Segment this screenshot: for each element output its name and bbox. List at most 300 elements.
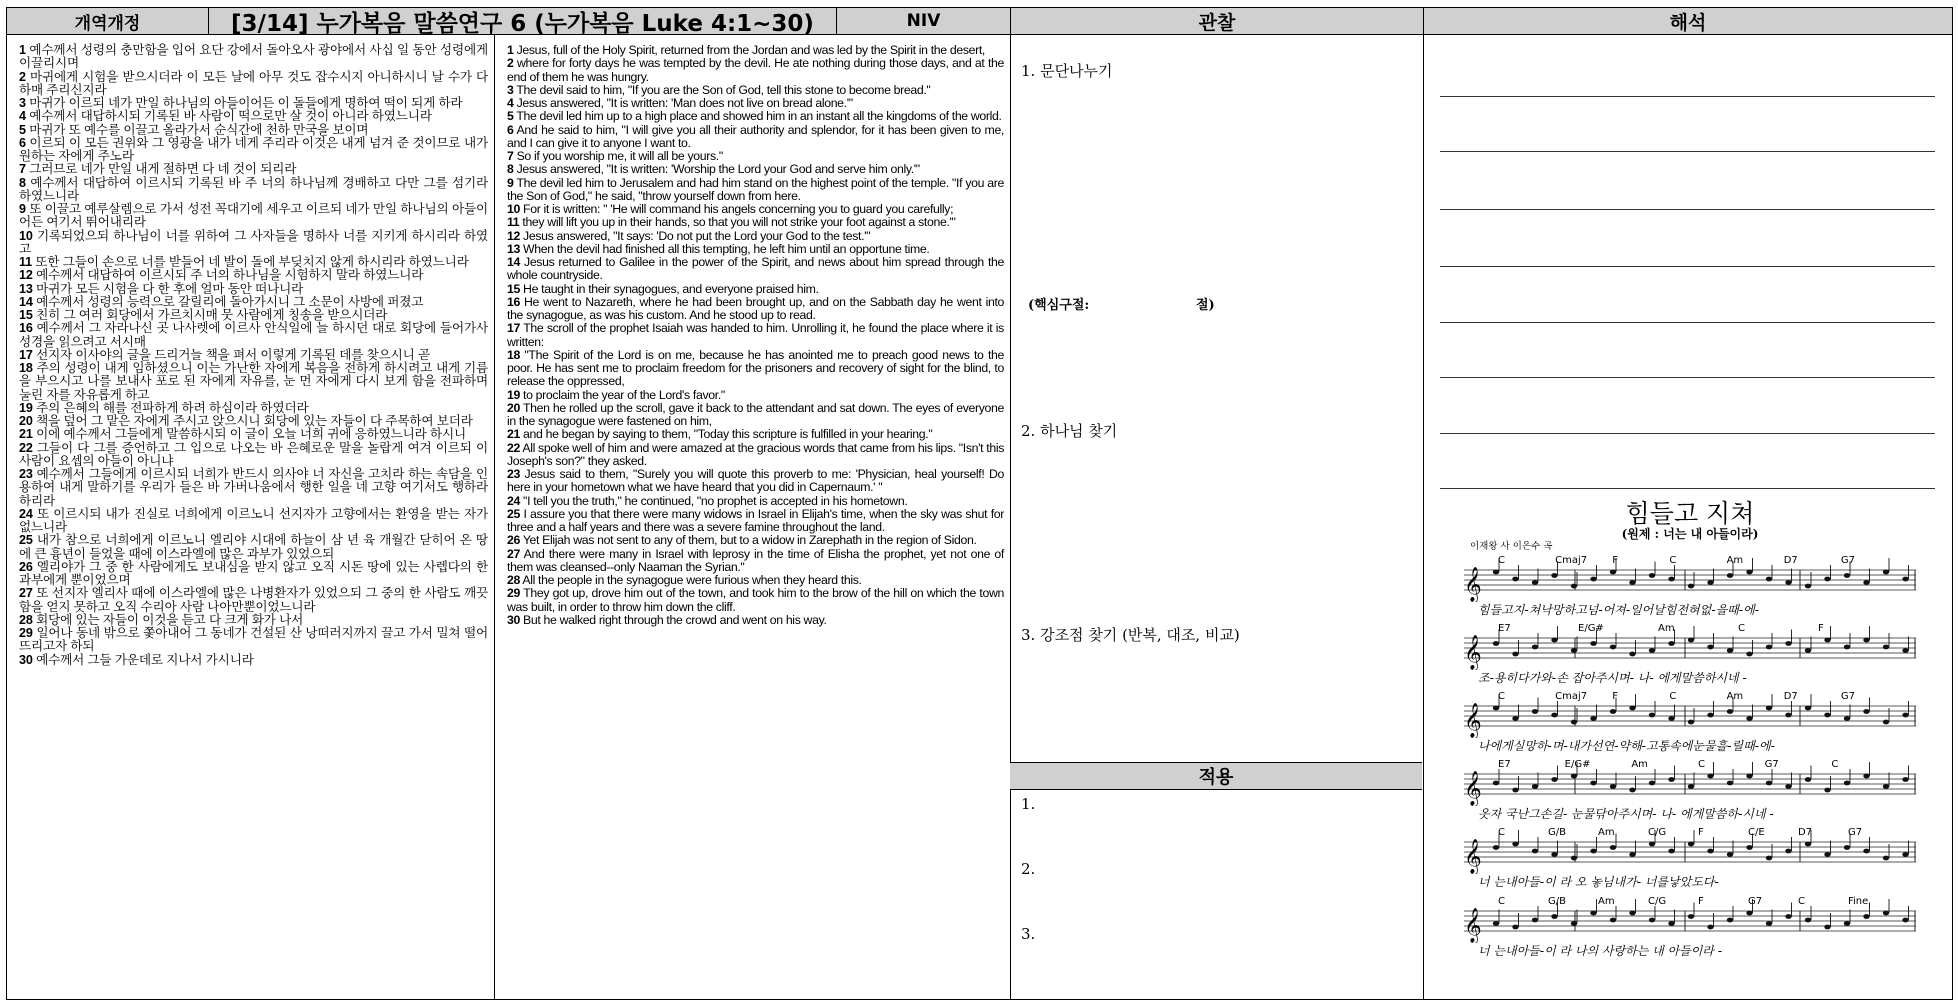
chord-symbol: C [1831,759,1839,770]
english-verse [507,389,1004,402]
chord-symbol: G7 [1840,691,1855,702]
verse-text: 마귀에게 시험을 받으시더라 이 모든 날에 아무 것도 잡수시지 아니하시니 날 수가 다하매 주리신지라 [19,69,488,97]
verse-number: 19 [19,400,33,415]
verse-number: 9 [19,202,26,216]
verse-number: 5 [507,109,514,124]
verse-number: 13 [507,241,520,256]
observation-item-emphasis: 3. 강조점 찾기 (반복, 대조, 비교) [1021,626,1240,644]
note-head [1902,648,1908,653]
verse-text: But he walked right through the crowd and went on his way. [519,612,827,627]
note-head [1493,845,1499,850]
writing-line [1440,433,1935,434]
note-head [1590,911,1596,916]
english-verse [507,256,1004,283]
korean-verse [19,614,488,627]
korean-verse [19,561,488,588]
note-head [1785,713,1791,718]
verse-number: 8 [507,162,514,177]
note-head [1707,580,1713,585]
verse-number: 7 [507,149,514,163]
korean-verses-column [6,35,495,1000]
chord-symbol: E/G# [1564,759,1591,770]
chord-symbol: Am [1631,759,1648,770]
note-head [1824,788,1830,793]
note-head [1883,856,1889,861]
note-head [1863,638,1869,643]
verse-text: 기록되었으되 하나님이 너를 위하여 그 사자들을 명하사 너를 지키게 하시리라 하였고 [19,228,488,256]
verse-text: And there were many in Israel with leprosy in the time of Elisha the prophet, yet not one of them was cleansed--only Naaman the Syrian." [507,546,1004,574]
treble-clef-icon: 𝄞 [1464,839,1482,874]
verse-number: 13 [19,281,33,296]
chord-symbol: Cmaj7 [1555,691,1588,702]
note-head [1844,845,1850,850]
verse-number: 23 [19,467,33,481]
verse-text: All spoke well of him and were amazed at the gracious words that came from his lips. "Isn't this Joseph's son?" they asked. [507,440,1004,468]
verse-number: 9 [507,175,514,190]
note-head [1629,580,1635,585]
note-head [1688,720,1694,725]
note-head [1785,580,1791,585]
korean-verse [19,442,488,469]
note-head [1610,570,1616,575]
verse-text: 책을 덮어 그 맡은 자에게 주시고 앉으시니 회당에 있는 자들이 다 주목하여 보더라 [32,414,473,428]
verse-number: 1 [19,43,26,57]
korean-verse [19,654,488,667]
note-head [1610,918,1616,923]
note-head [1590,849,1596,854]
english-verse [507,57,1004,84]
header-observation: 관찰 [1010,7,1424,35]
application-item-3: 3. [1021,925,1036,943]
verse-number: 6 [507,122,514,137]
writing-line [1440,209,1935,210]
note-head [1551,573,1557,578]
verse-text: 일어나 동네 밖으로 쫓아내어 그 동네가 건설된 산 낭떠러지까지 끌고 가서 밀쳐 떨어뜨리고자 하되 [19,626,488,654]
chord-symbol: C [1498,896,1505,907]
note-head [1766,921,1772,926]
verse-number: 15 [19,308,33,322]
treble-clef-icon: 𝄞 [1464,635,1482,670]
chord-symbol: F [1698,896,1704,907]
verse-number: 11 [507,215,520,230]
note-head [1551,852,1557,857]
verse-text: The devil said to him, "If you are the Son of God, tell this stone to become bread." [513,82,931,97]
chord-symbol: Cmaj7 [1555,555,1588,566]
note-head [1688,914,1694,919]
note-head [1805,706,1811,711]
note-head [1512,842,1518,847]
verse-text: 친히 그 여러 회당에서 가르치시매 뭇 사람에게 칭송을 받으시더라 [32,308,388,322]
chord-symbol: D7 [1783,555,1798,566]
music-staff [1460,893,1920,943]
verse-text: Jesus answered, "It says: 'Do not put the Lord your God to the test.'" [519,228,871,243]
note-head [1902,918,1908,923]
note-head [1571,584,1577,589]
treble-clef-icon: 𝄞 [1464,703,1482,738]
korean-verse [19,269,488,282]
key-verse-suffix: 절) [1196,298,1215,313]
note-head [1766,781,1772,786]
verse-text: 선지자 이사야의 글을 드리거늘 책을 펴서 이렇게 기록된 데를 찾으시니 곧 [32,347,431,362]
verse-number: 19 [507,387,520,402]
chord-symbol: Fine [1848,896,1869,907]
note-head [1844,573,1850,578]
verse-text: 내가 참으로 너희에게 이르노니 엘리야 시대에 하늘이 삼 년 육 개월간 닫히어 온 땅에 큰 흉년이 들었을 때에 이스라엘에 많은 과부가 있었으되 [19,533,488,561]
note-head [1512,577,1518,582]
english-verse [507,587,1004,614]
note-head [1571,921,1577,926]
note-head [1805,648,1811,653]
writing-line [1440,322,1935,323]
verse-number: 29 [507,586,520,601]
music-staff [1460,756,1920,806]
english-verse [507,243,1004,256]
note-head [1629,706,1635,711]
note-head [1844,716,1850,721]
note-head [1493,641,1499,646]
verse-text: they will lift you up in their hands, so that you will not strike your foot against a stone.'" [519,215,956,230]
chord-symbol: C [1798,896,1805,907]
verse-text: 예수께서 성령의 능력으로 갈릴리에 돌아가시니 그 소문이 사방에 퍼졌고 [32,294,424,309]
verse-number: 23 [507,467,520,481]
verse-text: 그들이 다 그를 증언하고 그 입으로 나오는 바 은혜로운 말을 놀랍게 여겨 이르되 이 사람이 요셉의 아들이 아니냐 [19,440,488,468]
note-head [1805,918,1811,923]
header-english-version: NIV [836,7,1011,35]
english-verse [507,216,1004,229]
note-head [1571,648,1577,653]
note-head [1629,652,1635,657]
chord-symbol: C [1669,555,1677,566]
note-head [1590,781,1596,786]
note-head [1688,842,1694,847]
english-verse [507,495,1004,508]
note-head [1532,918,1538,923]
note-head [1551,638,1557,643]
verse-number: 3 [507,82,514,97]
note-head [1668,921,1674,926]
note-head [1844,645,1850,650]
verse-text: 주의 성령이 내게 임하셨으니 이는 가난한 자에게 복음을 전하게 하시려고 내게 기름을 부으시고 나를 보내사 포로 된 자에게 자유를, 눈 먼 자에게 다시 보게 함을 전파하며 눌린 자를 자유롭게 하고 [19,361,488,402]
note-head [1863,709,1869,714]
verse-text: They got up, drove him out of the town, and took him to the brow of the hill on which the town was built, in order to throw him down the cliff. [507,586,1004,614]
verse-number: 25 [19,533,33,548]
note-head [1785,914,1791,919]
song-lyric-line: 조-용히다가와-손 잡아주시며- 나- 에게말씀하시네 - [1478,671,1747,685]
verse-number: 3 [19,96,26,110]
verse-number: 27 [19,586,33,601]
note-head [1707,713,1713,718]
note-head [1902,713,1908,718]
header-interpretation: 해석 [1423,7,1953,35]
verse-number: 24 [507,493,520,508]
verse-text: and he began by saying to them, "Today this scripture is fulfilled in your hearing." [519,427,933,442]
korean-verse [19,534,488,561]
song-subtitle: (원제 : 너는 내 아들이라) [1621,527,1759,541]
note-head [1746,716,1752,721]
note-head [1512,788,1518,793]
verse-text: 회당에 있는 자들이 이것을 듣고 다 크게 화가 나서 [32,612,304,627]
english-verse [507,177,1004,204]
korean-verse [19,349,488,362]
chord-symbol: G7 [1848,827,1863,838]
note-head [1746,911,1752,916]
verse-number: 22 [19,440,33,455]
verse-text: The scroll of the prophet Isaiah was handed to him. Unrolling it, he found the place where it is written: [507,321,1004,349]
verse-text: 예수께서 그들 가운데로 지나서 가시니라 [32,652,254,667]
verse-text: I assure you that there were many widows in Israel in Elijah's time, when the sky was shut for three and a half years and there was a severe famine throughout the land. [507,506,1004,534]
note-head [1824,577,1830,582]
verse-number: 7 [19,162,26,177]
note-head [1824,852,1830,857]
note-head [1746,845,1752,850]
korean-verse [19,163,488,176]
english-verse [507,97,1004,110]
chord-symbol: C [1498,691,1505,702]
korean-verse [19,44,488,71]
korean-verse [19,296,488,309]
verse-text: "I tell you the truth," he continued, "no prophet is accepted in his hometown. [519,493,908,508]
verse-number: 21 [19,427,33,442]
song-lyric-line: 너 는내아들-이 라 오 놓님내가- 너를낳았도다- [1478,875,1719,889]
verse-text: Jesus answered, "It is written: 'Man does not live on bread alone.'" [513,96,853,110]
note-head [1863,774,1869,779]
note-head [1707,925,1713,930]
english-verse [507,349,1004,389]
english-verse [507,203,1004,216]
note-head [1863,914,1869,919]
verse-number: 4 [19,109,26,124]
verse-text: to proclaim the year of the Lord's favor." [519,387,725,402]
note-head [1766,856,1772,861]
verse-number: 24 [19,506,33,521]
verse-number: 2 [19,69,26,84]
verse-number: 16 [507,294,520,309]
verse-number: 10 [19,228,33,243]
korean-verse [19,627,488,654]
note-head [1571,856,1577,861]
korean-verse [19,230,488,257]
chord-symbol: F [1612,555,1619,566]
chord-symbol: F [1612,691,1619,702]
verse-number: 18 [507,347,520,362]
note-head [1785,849,1791,854]
note-head [1668,716,1674,721]
verse-text: 또 이르시되 내가 진실로 너희에게 이르노니 선지자가 고향에서는 환영을 받는 자가 없느니라 [19,506,488,534]
music-staff [1460,824,1920,874]
verse-number: 29 [19,626,33,640]
note-head [1668,849,1674,854]
application-item-2: 2. [1021,860,1036,878]
english-verse [507,322,1004,349]
verse-text: When the devil had finished all this tempting, he left him until an opportune time. [519,241,930,256]
note-head [1590,716,1596,721]
note-head [1610,845,1616,850]
song-lyric-line: 옷자 국난그손길- 눈물닦아주시며- 나- 에게말씀하-시네 - [1478,807,1774,821]
note-head [1746,774,1752,779]
note-head [1902,577,1908,582]
english-verse-list [495,35,1010,627]
treble-clef-icon: 𝄞 [1464,567,1482,602]
note-head [1532,784,1538,789]
chord-symbol: G7 [1764,759,1779,770]
english-verses-column [494,35,1011,1000]
note-head [1551,713,1557,718]
verse-text: 엘리야가 그 중 한 사람에게도 보내심을 받지 않고 오직 시돈 땅에 있는 사렙다의 한 과부에게 뿐이었으며 [19,559,488,587]
treble-clef-icon: 𝄞 [1464,771,1482,806]
note-head [1571,774,1577,779]
note-head [1629,911,1635,916]
english-verse [507,150,1004,163]
english-verse [507,84,1004,97]
writing-line [1440,151,1935,152]
verse-number: 30 [19,652,33,667]
note-head [1883,720,1889,725]
verse-number: 26 [19,559,33,574]
note-head [1824,713,1830,718]
verse-number: 25 [507,506,520,521]
chord-symbol: C/E [1748,827,1765,838]
writing-line [1440,488,1935,489]
note-head [1785,641,1791,646]
writing-line [1440,377,1935,378]
note-head [1805,777,1811,782]
verse-number: 8 [19,175,26,190]
chord-symbol: D7 [1783,691,1798,702]
note-head [1766,577,1772,582]
verse-number: 14 [19,294,33,309]
english-verse [507,508,1004,535]
chord-symbol: C [1498,827,1505,838]
verse-text: Jesus said to them, "Surely you will quote this proverb to me: 'Physician, heal yourself! Do here in your hometown what we have heard that you did in Capernaum.' " [507,467,1004,495]
note-head [1590,641,1596,646]
verse-text: 그러므로 네가 만일 내게 절하면 다 네 것이 되리라 [25,162,297,177]
verse-number: 18 [19,361,33,375]
verse-number: 12 [19,268,33,283]
korean-verse [19,71,488,98]
chord-symbol: C [1738,623,1745,634]
note-head [1649,842,1655,847]
song-title: 힘들고 지쳐 [1625,499,1755,528]
note-head [1707,849,1713,854]
note-head [1649,713,1655,718]
treble-clef-icon: 𝄞 [1464,908,1482,943]
verse-text: Jesus, full of the Holy Spirit, returned from the Jordan and was led by the Spirit in the desert, [513,43,985,57]
english-verse [507,574,1004,587]
verse-number: 28 [19,612,33,627]
note-head [1493,921,1499,926]
note-head [1883,784,1889,789]
korean-verse [19,468,488,508]
korean-verse [19,110,488,123]
verse-number: 20 [19,414,33,428]
chord-symbol: G/B [1548,896,1566,907]
korean-verse [19,508,488,535]
verse-number: 17 [507,321,520,336]
verse-text: 이르되 이 모든 권위와 그 영광을 내가 네게 주리라 이것은 내게 넘겨 준 것이므로 내가 원하는 자에게 주노라 [19,135,488,163]
korean-verse [19,124,488,137]
music-staff [1460,620,1920,670]
english-verse [507,442,1004,469]
note-head [1512,925,1518,930]
verse-text: 또 이끌고 예루살렘으로 가서 성전 꼭대기에 세우고 이르되 네가 만일 하나님의 아들이어든 여기서 뛰어내리라 [19,202,488,230]
verse-text: So if you worship me, it will all be yours." [513,149,723,163]
verse-text: "The Spirit of the Lord is on me, because he has anointed me to preach good news to the poor. He has sent me to proclaim freedom for the prisoners and recovery of sight for the blind, to release the oppressed, [507,347,1004,389]
english-verse [507,468,1004,495]
note-head [1610,784,1616,789]
note-head [1883,911,1889,916]
english-verse [507,614,1004,627]
note-head [1727,852,1733,857]
korean-verse [19,137,488,164]
note-head [1532,709,1538,714]
verse-number: 12 [507,228,520,243]
english-verse [507,402,1004,429]
verse-text: 이에 예수께서 그들에게 말씀하시되 이 글이 오늘 너희 귀에 응하였느니라 하시니 [32,427,467,442]
note-head [1532,580,1538,585]
korean-verse [19,587,488,614]
verse-number: 21 [507,427,520,442]
song-lyric-line: 나에게실망하-며-내가선연-약해-고통속에눈물흘-릴때-에- [1478,739,1775,753]
english-verse [507,230,1004,243]
chord-symbol: Am [1598,896,1615,907]
note-head [1727,781,1733,786]
verse-text: The devil led him up to a high place and showed him in an instant all the kingdoms of the world. [513,109,1002,124]
note-head [1649,648,1655,653]
note-head [1590,577,1596,582]
korean-verse [19,283,488,296]
note-head [1532,645,1538,650]
note-head [1571,720,1577,725]
song-lyric-line: 힘들고지-쳐낙망하고넘-어져-일어날힘전혀없-을때-에- [1478,603,1760,617]
note-head [1649,918,1655,923]
verse-text: Jesus answered, "It is written: 'Worship the Lord your God and serve him only.'" [513,162,920,177]
note-head [1824,925,1830,930]
verse-number: 26 [507,533,520,548]
note-head [1551,777,1557,782]
korean-verse [19,428,488,441]
korean-verse [19,402,488,415]
verse-number: 4 [507,96,514,110]
music-staff [1460,688,1920,738]
note-head [1610,709,1616,714]
korean-verse [19,177,488,204]
note-head [1649,573,1655,578]
verse-text: where for forty days he was tempted by the devil. He ate nothing during those days, and at the end of them he was hungry. [507,56,1004,84]
note-head [1629,852,1635,857]
verse-number: 28 [507,573,520,587]
observation-item-paragraphs: 1. 문단나누기 [1021,62,1113,80]
chord-symbol: D7 [1798,827,1813,838]
verse-text: Then he rolled up the scroll, gave it back to the attendant and sat down. The eyes of everyone in the synagogue were fastened on him, [507,400,1004,428]
verse-text: 예수께서 대답하시되 기록된 바 사람이 떡으로만 살 것이 아니라 하였느니라 [25,109,432,124]
verse-text: And he said to him, "I will give you all their authority and splendor, for it has been given to me, and I can give it to anyone I want to. [507,122,1004,150]
chord-symbol: E7 [1498,623,1511,634]
note-head [1844,781,1850,786]
note-head [1668,641,1674,646]
chord-symbol: G/B [1548,827,1566,838]
english-verse [507,283,1004,296]
chord-symbol: C [1669,691,1677,702]
verse-text: 마귀가 이르되 네가 만일 하나님의 아들이어든 이 돌들에게 명하여 떡이 되게 하라 [25,96,463,110]
chord-symbol: Am [1658,623,1675,634]
verse-number: 17 [19,347,33,362]
verse-number: 15 [507,281,520,296]
note-head [1824,638,1830,643]
verse-text: Jesus returned to Galilee in the power of the Spirit, and news about him spread through the whole countryside. [507,255,1004,283]
verse-text: 예수께서 대답하여 이르시되 기록된 바 주 너의 하나님께 경배하고 다만 그를 섬기라 하였느니라 [19,175,488,203]
chord-symbol: C [1498,555,1505,566]
verse-number: 10 [507,202,520,216]
